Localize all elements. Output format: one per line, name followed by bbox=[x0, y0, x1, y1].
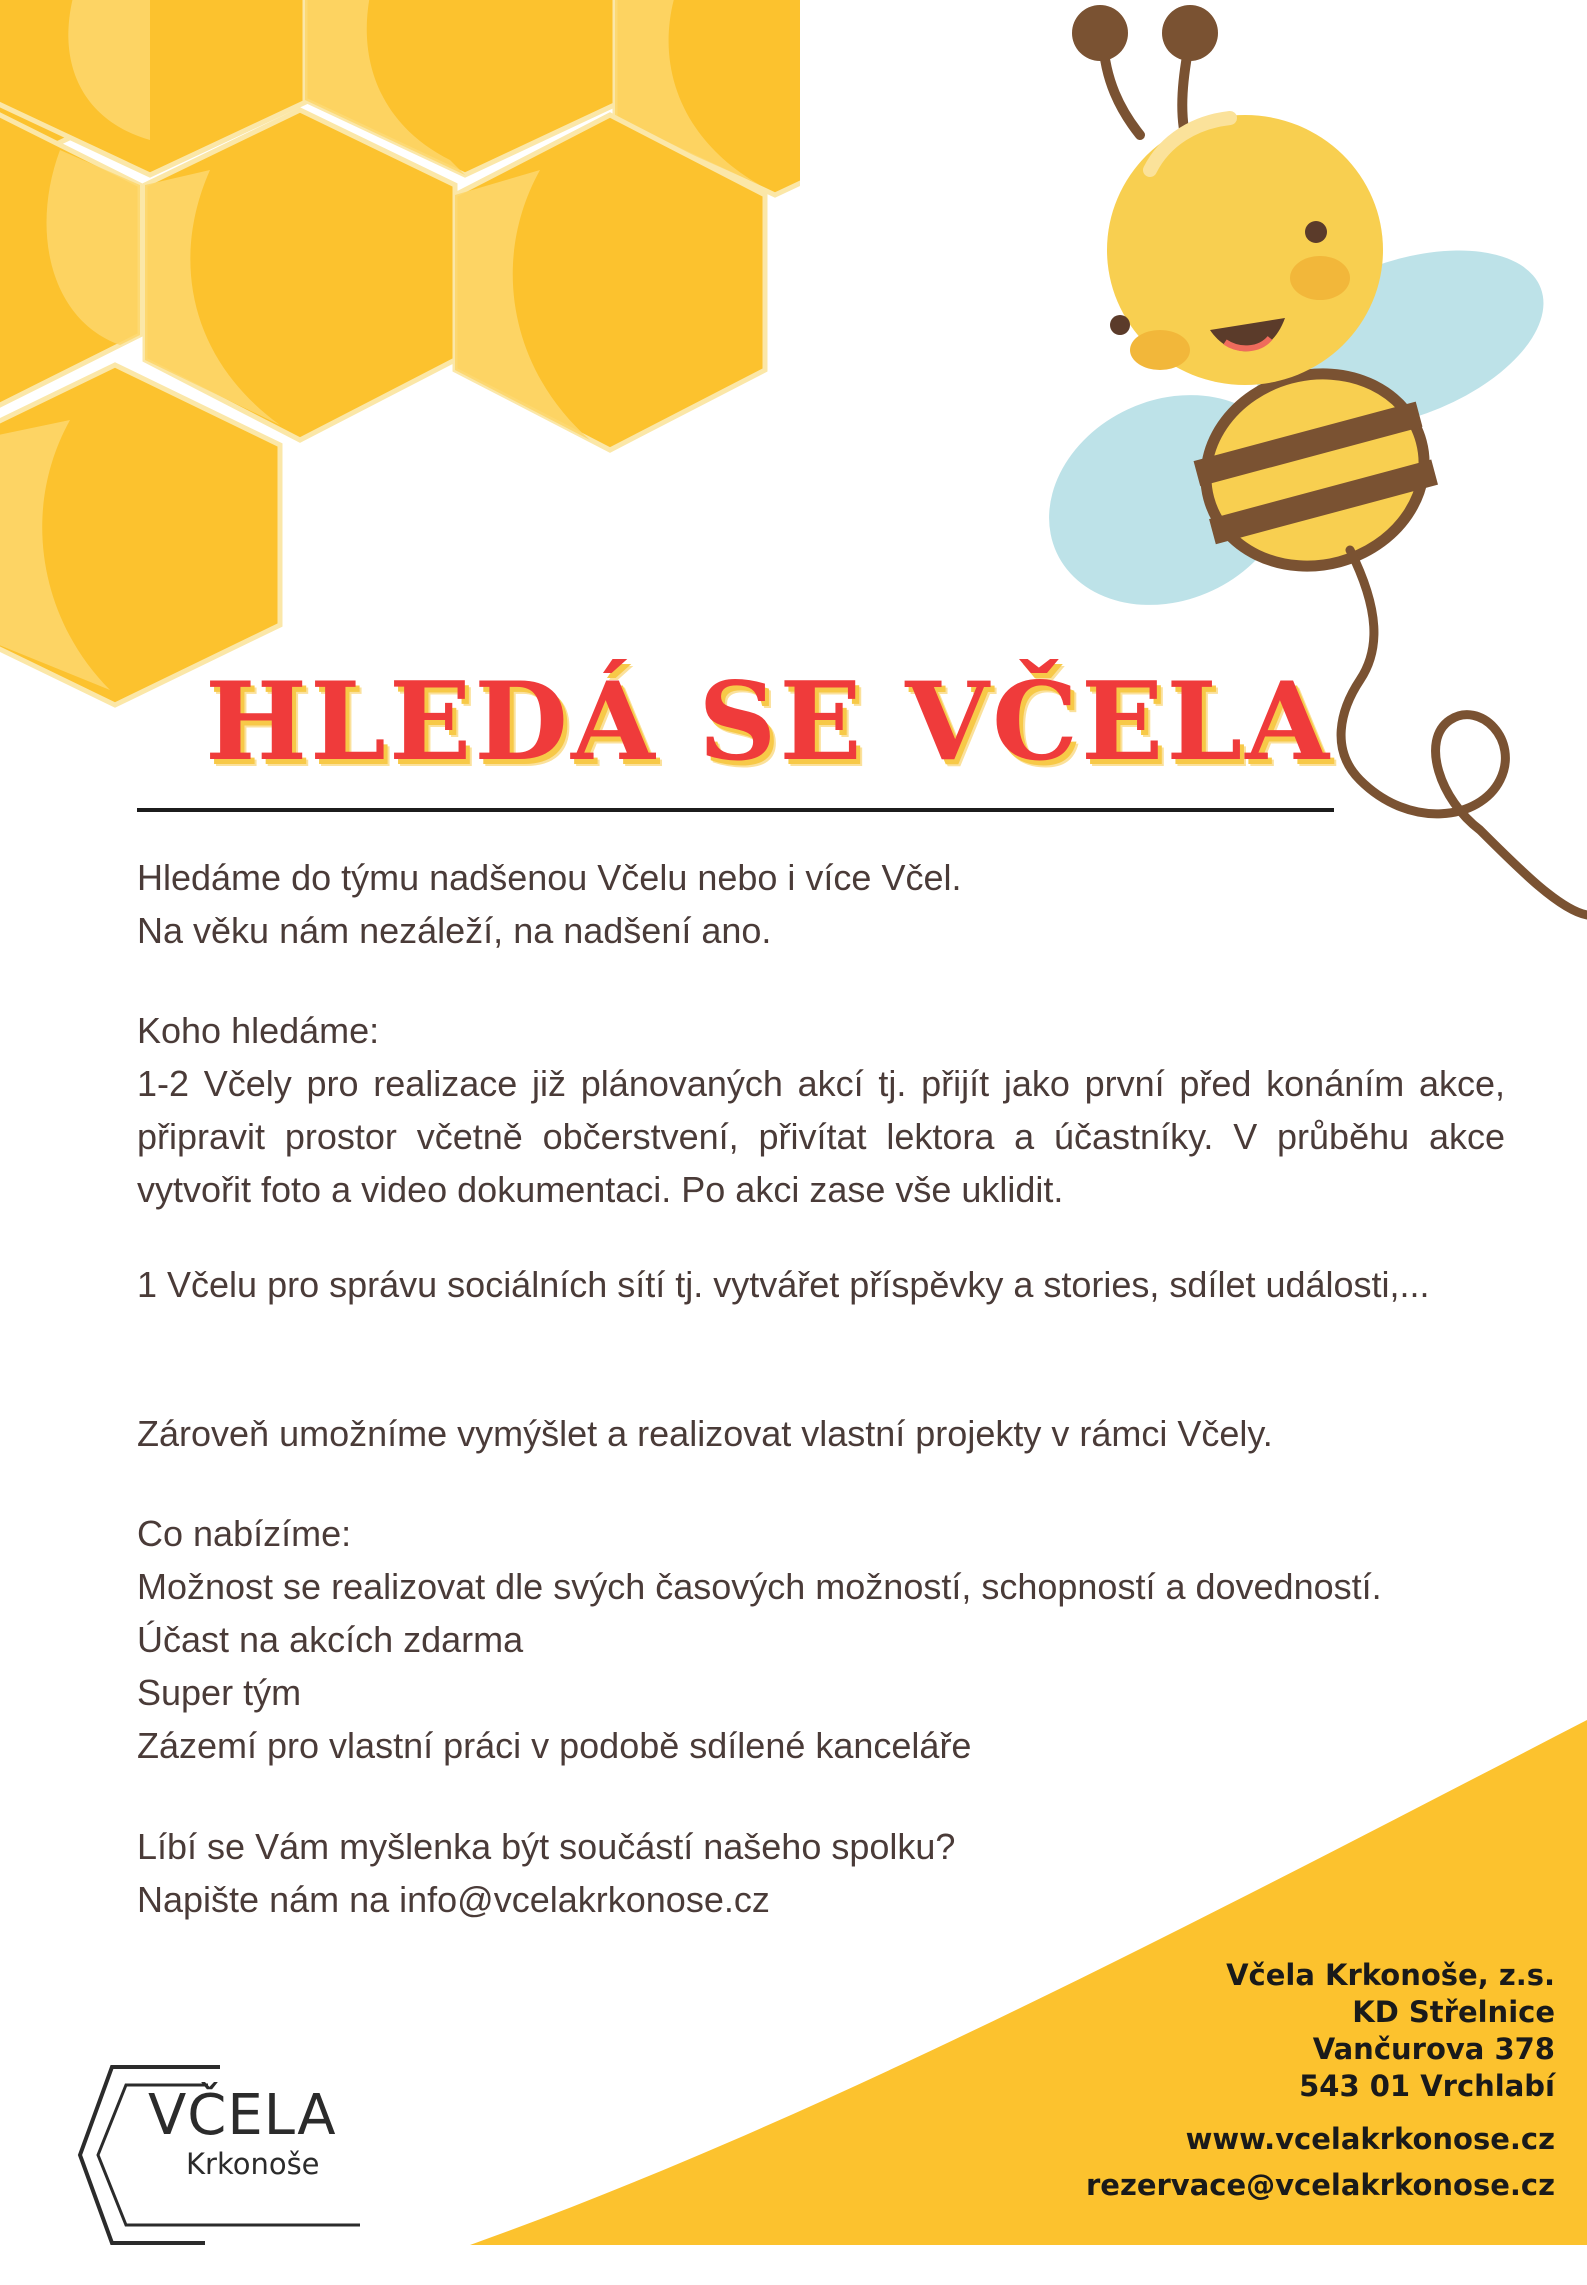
page-title: HLEDÁ SE VČELA bbox=[205, 659, 1333, 785]
offer-item: Super tým bbox=[137, 1672, 302, 1713]
intro-line-1: Hledáme do týmu nadšenou Včelu nebo i více Včel. bbox=[137, 857, 962, 898]
footer-email-link[interactable]: rezervace@vcelakrkonose.cz bbox=[1085, 2168, 1555, 2202]
offer-item: Účast na akcích zdarma bbox=[137, 1619, 524, 1660]
offer-item: Možnost se realizovat dle svých časových možností, schopností a dovedností. bbox=[137, 1566, 1382, 1607]
logo-subtitle: Krkonoše bbox=[186, 2147, 320, 2181]
footer-website-link[interactable]: www.vcelakrkonose.cz bbox=[1185, 2122, 1555, 2156]
footer-city: 543 01 Vrchlabí bbox=[1299, 2069, 1555, 2103]
footer-org-name: Včela Krkonoše, z.s. bbox=[1226, 1958, 1555, 1992]
logo-name: VČELA bbox=[148, 2083, 337, 2148]
who-heading: Koho hledáme: bbox=[137, 1010, 380, 1051]
projects-text: Zároveň umožníme vymýšlet a realizovat vlastní projekty v rámci Včely. bbox=[137, 1413, 1273, 1454]
offer-item: Zázemí pro vlastní práci v podobě sdílené kanceláře bbox=[137, 1725, 972, 1766]
who-item-1: 1-2 Včely pro realizace již plánovaných akcí tj. přijít jako první před konáním akce, připravit prostor včetně občerstvení, přivítat lektora a účastníky. V průběhu akce vytvořit foto a video dokumentaci. Po akci zase vše uklidit. bbox=[137, 1063, 1505, 1210]
intro-line-2: Na věku nám nezáleží, na nadšení ano. bbox=[137, 910, 772, 951]
closing-question: Líbí se Vám myšlenka být součástí našeho spolku? bbox=[137, 1826, 956, 1867]
title-divider bbox=[137, 808, 1334, 812]
closing-contact: Napište nám na info@vcelakrkonose.cz bbox=[137, 1879, 770, 1920]
footer-venue: KD Střelnice bbox=[1352, 1995, 1555, 2029]
offer-heading: Co nabízíme: bbox=[137, 1513, 352, 1554]
footer-street: Vančurova 378 bbox=[1312, 2032, 1555, 2066]
who-item-2: 1 Včelu pro správu sociálních sítí tj. vytvářet příspěvky a stories, sdílet události,... bbox=[137, 1264, 1430, 1305]
